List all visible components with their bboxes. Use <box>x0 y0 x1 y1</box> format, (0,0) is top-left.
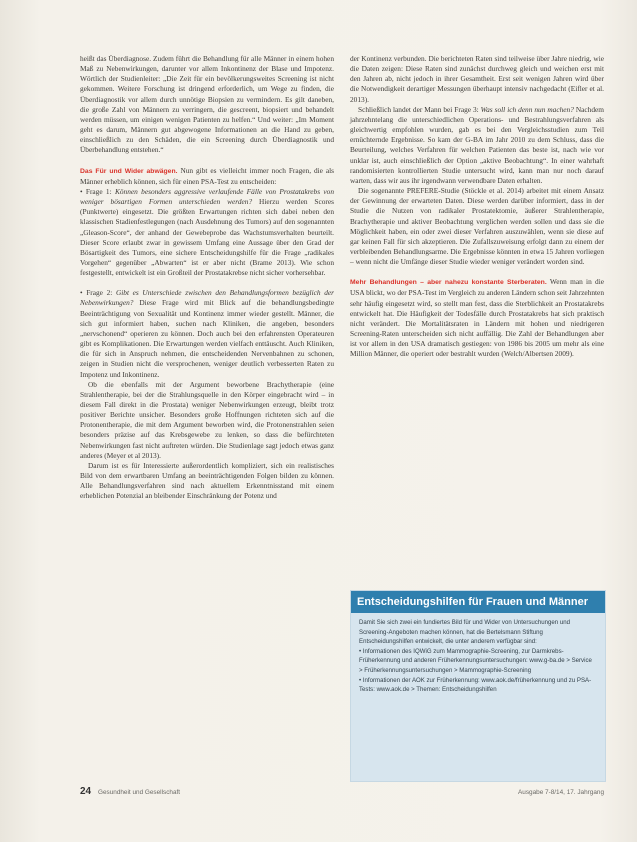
info-box-title: Entscheidungshilfen für Frauen und Männer <box>351 591 605 613</box>
paragraph <box>80 288 334 379</box>
question-italic: Gibt es Unterschiede zwischen den Behandlungsformen bezüglich der Nebenwirkungen? <box>80 288 334 308</box>
paragraph <box>80 187 334 278</box>
paragraph: Die sogenannte PREFERE-Studie (Stöckle et al. 2014) arbeitet mit einem Ansatz der Gewinnung der erwarteten Daten. Diese werden darüber informiert, dass in der Studie die Nutzen von radikaler Prostatektomie, äußerer Strahlentherapie, Brachytherapie und aktiver Beobachtung verglichen werden sollen und dass sie die Möglichkeit haben, ein oder zwei dieser Verfahren auszuwählen, wenn sie diese auf gar keinen Fall für sich akzeptieren. Die Zufallszuweisung erfolgt dann zu einem der verbleibenden Behandlungsarme. Die Ergebnisse könnten in etwa 15 Jahren vorliegen – wenn nicht die Umfänge dieser Studie wieder weniger verändert worden sind. <box>350 186 604 267</box>
info-box-intro: Damit Sie sich zwei ein fundiertes Bild für und Wider von Untersuchungen und Screening-Angeboten machen können, hat die Bertelsmann Stiftung Entscheidungshilfen entwickelt, die unter anderem verfügbar sind: <box>359 619 571 646</box>
rubric-heading: Mehr Behandlungen – aber nahezu konstante Sterberaten. <box>350 279 547 287</box>
info-box <box>350 590 606 782</box>
left-column <box>80 54 334 502</box>
rubric-heading: Das Für und Wider abwägen. <box>80 167 178 175</box>
right-column <box>350 54 604 360</box>
paragraph <box>80 166 334 187</box>
paragraph: Ob die ebenfalls mit der Argument beworbene Brachytherapie (eine Strahlentherapie, bei der die Strahlungsquelle in den Körper eingebracht wird – in diesem Fall direkt in die Prostata) weniger Nebenwirkungen erzeugt, bleibt trotz positiver Berichte unsicher. Besonders große Hoffnungen richteten sich auf die Protonentherapie, die mit dem Argument beworben wird, die Protonenstrahlen seien besonders präzise auf das Krebsgewebe zu lenken, so dass die befürchteten Nebenwirkungen fast nicht auftreten würden. Die Studienlage sagt jedoch etwas ganz anderes (Meyer et al 2013). <box>80 379 334 460</box>
paragraph-text: Nun gibt es vielleicht immer noch Fragen, die als Männer erheblich können, sich für einen PSA-Test zu entscheiden: <box>80 165 335 186</box>
info-box-list <box>359 647 597 695</box>
paragraph-text: Wenn man in die USA blickt, wo der PSA-Test im Vergleich zu anderen Ländern schon seit Jahrzehnten sehr häufig eingesetzt wird, so stellt man fest, dass die Sterblichkeit an Prostatakrebs entwickelt hat. Die Häufigkeit der Todesfälle durch Prostatakrebs hat sich praktisch nicht verändert. Die Mortalitätsraten in Ländern mit hohen und niedrigeren Screening-Raten unterscheiden sich nicht auffällig. Die Zahl der Behandlungen aber ist vor allem in den USA dramatisch gestiegen: von 1986 bis 2005 um mehr als eine Million Männer, die operiert oder bestrahlt wurden (Welch/Albertsen 2009). <box>350 277 604 359</box>
paragraph <box>350 277 604 359</box>
bullet-prefix: • Frage 1: <box>80 186 112 196</box>
question-italic: Was soll ich denn nun machen? <box>480 104 574 114</box>
paragraph-text: Nachdem jahrzehntelang die unterschiedlichen Operations- und Bestrahlungsverfahren als gleichwertig empfohlen wurden, gab es bei den Vergleichsstudien zum Teil ernüchternde Ergebnisse. So kam der G-BA im Jahr 2010 zu dem Schluss, dass die Beurteilung, welches Verfahren für welchen Patienten das beste ist, nach wie vor unklar ist, auch einschließlich der Option „aktive Beobachtung“. In einer wahrhaft randomisierten kontrollierten Studie untersucht wird, kann man nur noch darauf warten, dass wir aus ihr irgendwann verwendbare Daten erhalten. <box>350 104 604 185</box>
paragraph-text: Hierzu werden Scores (Punktwerte) eingesetzt. Die größten Erwartungen richten sich dabei neben den klassischen Stadienfestlegungen (nach Ausdehnung des Tumors) auf den sogenannten „Gleason-Score“, der anhand der Gewebeprobe das Wachstumsverhalten beurteilt. Dieser Score erlaubt zwar in gewissem Umfang eine Aussage über den Grad der Bösartigkeit des Tumors, eine sichere Entscheidungshilfe für die Frage „radikales Vorgehen“ gegenüber „Abwarten“ ist er aber nicht (Brame 2013). Wie schon festgestellt, entwickelt ist ein Großteil der Prostatakrebse nicht sicher vorhersehbar. <box>80 197 334 278</box>
issue-info: Ausgabe 7-8/14, 17. Jahrgang <box>518 789 604 796</box>
section-title: Gesundheit und Gesellschaft <box>98 789 181 796</box>
page-footer <box>80 788 604 802</box>
list-item: • Informationen der AOK zur Früherkennung: www.aok.de/früherkennung und zu PSA-Tests: www.aok.de > Themen: Entscheidungshilfen <box>359 676 592 694</box>
question-italic: Können besonders aggressive verlaufende Fälle von Prostatakrebs von weniger bösartigen Formen unterschieden werden? <box>80 186 335 207</box>
paragraph-text: Schließlich landet der Mann bei Frage 3: <box>358 104 479 114</box>
info-box-body <box>351 613 605 695</box>
bullet-prefix: • Frage 2: <box>80 288 113 298</box>
paragraph: der Kontinenz verbunden. Die berichteten Raten sind teilweise über Jahre niedrig, wie die Daten zeigen: Diese Raten sind zunächst durchweg gleich und weichen erst mit den Jahren ab, nicht jedoch in ihrer Gesamtheit. Erst seit wenigen Jahren wird über die Notwendigkeit derartiger Messungen überhaupt intensiv nachgedacht (Eifler et al. 2013). <box>350 54 604 104</box>
paragraph: heißt das Überdiagnose. Zudem führt die Behandlung für alle Männer in einem hohen Maß zu Nebenwirkungen, darunter vor allem Inkontinenz der Blase und Impotenz. Wörtlich der Studienleiter: „Die Zeit für ein bevölkerungsweites Screening ist nicht gekommen. Weitere Forschung ist dringend erforderlich, um Wege zu finden, die Überdiagnostik vor allem durch unnötige Biopsien zu vermindern. Es gilt daneben, die große Zahl von Männern zu verringern, die gescreent, biopsiert und behandelt werden müssen, um einigen wenigen Patienten zu helfen.“ Und weiter: „Im Moment geht es darum, Männern gut abgewogene Informationen an die Hand zu geben, einschließlich zu den Schäden, die ein Screening durch Überdiagnostik und Überbehandlung entstehen.“ <box>80 54 334 155</box>
paragraph <box>350 105 604 186</box>
list-item: • Informationen des IQWiG zum Mammographie-Screening, zur Darmkrebs-Früherkennung und anderen Früherkennungsuntersuchungen: www.g-ba.de > Service > Früherkennungsuntersuchungen > Mammographie-Screening <box>359 647 592 674</box>
page-number: 24 <box>80 786 92 797</box>
paragraph: Darum ist es für Interessierte außerordentlich kompliziert, sich ein realistisches Bild von dem erwartbaren Umfang an beeinträchtigenden Folgen bilden zu können. Alle Behandlungsverfahren sind nach aktuellem Erkenntnisstand mit einem erheblichen Potenzial an bleibender Einschränkung der Potenz und <box>80 460 334 501</box>
paragraph-text: Diese Frage wird mit Blick auf die behandlungsbedingte Beeinträchtigung von Sexualität und Kontinenz immer wieder gestellt. Männer, die sich gut informiert haben, suchen nach Kliniken, die angeben, besonders „nervschonend“ operieren zu können. Doch auch bei den erfahrensten Operateuren gibt es Komplikationen. Die Erwartungen werden vielfach enttäuscht. Auch Kliniken, die für sich in Anspruch nehmen, die entscheidenden Nervenbahnen zu schonen, zeigen in Studien nicht die versprochenen, weniger deutlich verbesserten Raten zu Impotenz und Inkontinenz. <box>80 298 334 379</box>
